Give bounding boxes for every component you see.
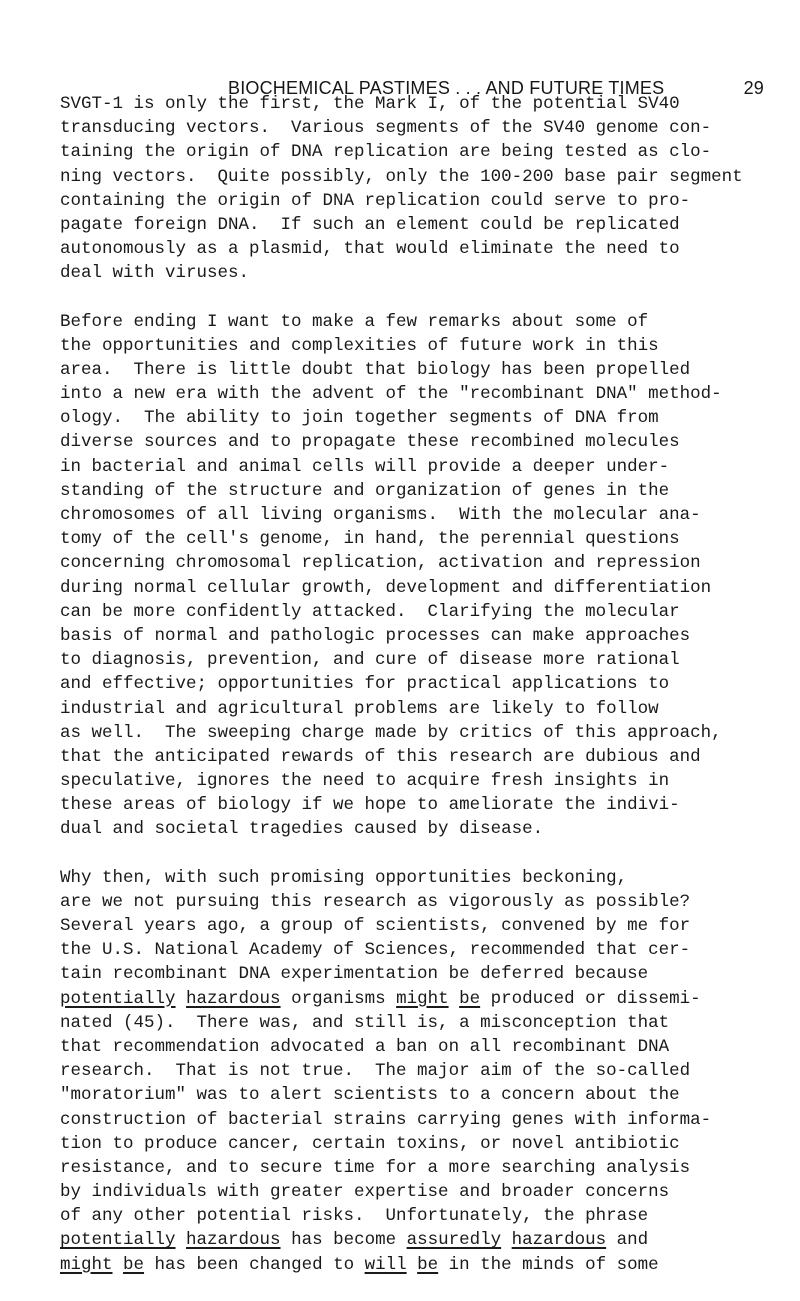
- text-segment: during normal cellular growth, development and differentiation: [60, 577, 712, 598]
- text-segment: has become: [280, 1230, 407, 1251]
- underlined-word: potentially: [60, 988, 176, 1009]
- text-segment: of any other potential risks. Unfortunately, the phrase: [60, 1206, 649, 1227]
- paragraph: [60, 92, 760, 286]
- text-line: [60, 455, 760, 479]
- text-line: [60, 745, 760, 769]
- text-segment: [407, 1255, 418, 1275]
- text-line: [60, 503, 760, 527]
- text-line: [60, 479, 760, 503]
- text-segment: these areas of biology if we hope to ameliorate the indivi-: [60, 795, 680, 816]
- text-line: [60, 406, 760, 430]
- text-segment: nated (45). There was, and still is, a misconception that: [60, 1012, 670, 1033]
- text-segment: into a new era with the advent of the "recombinant DNA" method-: [60, 384, 722, 405]
- text-segment: that the anticipated rewards of this research are dubious and: [60, 746, 701, 767]
- text-line: [60, 1204, 760, 1228]
- text-line: [60, 648, 760, 672]
- text-line: [60, 987, 760, 1011]
- text-segment: the U.S. National Academy of Sciences, recommended that cer-: [60, 940, 691, 961]
- text-line: [60, 1108, 760, 1132]
- text-line: [60, 938, 760, 962]
- text-segment: resistance, and to secure time for a more searching analysis: [60, 1157, 691, 1178]
- text-segment: tomy of the cell's genome, in hand, the perennial questions: [60, 529, 680, 550]
- text-segment: as well. The sweeping charge made by critics of this approach,: [60, 722, 722, 743]
- text-segment: [501, 1230, 512, 1250]
- text-line: [60, 1132, 760, 1156]
- paragraph: [60, 310, 760, 842]
- underlined-word: potentially: [60, 1230, 176, 1251]
- text-line: [60, 1059, 760, 1083]
- text-line: [60, 213, 760, 237]
- text-segment: industrial and agricultural problems are likely to follow: [60, 698, 659, 719]
- text-line: [60, 624, 760, 648]
- text-segment: SVGT-1 is only the first, the Mark I, of the potential SV40: [60, 94, 680, 114]
- text-segment: are we not pursuing this research as vigorously as possible?: [60, 891, 691, 912]
- text-line: [60, 189, 760, 213]
- text-segment: transducing vectors. Various segments of the SV40 genome con-: [60, 118, 712, 139]
- text-segment: and effective; opportunities for practical applications to: [60, 674, 670, 695]
- text-segment: [113, 1255, 124, 1275]
- text-segment: basis of normal and pathologic processes can make approaches: [60, 625, 691, 646]
- text-segment: by individuals with greater expertise and broader concerns: [60, 1182, 670, 1203]
- text-line: [60, 261, 760, 285]
- text-line: [60, 1180, 760, 1204]
- underlined-word: hazardous: [186, 1230, 281, 1251]
- text-line: [60, 116, 760, 140]
- text-line: [60, 1011, 760, 1035]
- text-line: [60, 527, 760, 551]
- text-line: [60, 165, 760, 189]
- text-segment: has been changed to: [144, 1254, 365, 1275]
- underlined-word: will: [364, 1254, 407, 1275]
- text-line: [60, 866, 760, 890]
- text-segment: tain recombinant DNA experimentation be deferred because: [60, 964, 649, 985]
- text-line: [60, 697, 760, 721]
- text-segment: construction of bacterial strains carrying genes with informa-: [60, 1109, 712, 1130]
- text-line: [60, 576, 760, 600]
- text-segment: area. There is little doubt that biology has been propelled: [60, 359, 691, 380]
- text-segment: [176, 1230, 187, 1250]
- text-segment: in the minds of some: [438, 1254, 659, 1275]
- text-line: [60, 430, 760, 454]
- text-line: [60, 551, 760, 575]
- text-line: [60, 1156, 760, 1180]
- underlined-word: might: [60, 1254, 113, 1275]
- text-segment: autonomously as a plasmid, that would eliminate the need to: [60, 239, 680, 260]
- underlined-word: be: [123, 1254, 145, 1275]
- text-line: [60, 600, 760, 624]
- text-segment: concerning chromosomal replication, activation and repression: [60, 553, 701, 574]
- underlined-word: hazardous: [186, 988, 281, 1009]
- paragraph: [60, 866, 760, 1277]
- text-line: [60, 1083, 760, 1107]
- text-line: [60, 382, 760, 406]
- text-line: [60, 962, 760, 986]
- page-number: 29: [743, 78, 764, 98]
- text-segment: standing of the structure and organization of genes in the: [60, 480, 670, 501]
- text-segment: ology. The ability to join together segments of DNA from: [60, 408, 659, 429]
- text-segment: research. That is not true. The major aim of the so-called: [60, 1061, 691, 1082]
- text-segment: organisms: [280, 988, 397, 1009]
- text-line: [60, 237, 760, 261]
- running-title: BIOCHEMICAL PASTIMES . . . AND FUTURE TIMES: [228, 78, 665, 98]
- text-segment: in bacterial and animal cells will provide a deeper under-: [60, 456, 670, 477]
- text-segment: Before ending I want to make a few remarks about some of: [60, 311, 649, 332]
- text-segment: [449, 989, 460, 1009]
- text-segment: diverse sources and to propagate these recombined molecules: [60, 432, 680, 453]
- text-line: [60, 92, 760, 116]
- underlined-word: assuredly: [406, 1230, 502, 1251]
- text-segment: tion to produce cancer, certain toxins, or novel antibiotic: [60, 1133, 680, 1154]
- text-segment: can be more confidently attacked. Clarifying the molecular: [60, 601, 680, 622]
- text-segment: "moratorium" was to alert scientists to a concern about the: [60, 1085, 680, 1106]
- text-line: [60, 672, 760, 696]
- text-segment: produced or dissemi-: [480, 988, 701, 1009]
- text-line: [60, 1228, 760, 1252]
- underlined-word: be: [459, 988, 481, 1009]
- text-line: [60, 334, 760, 358]
- text-line: [60, 793, 760, 817]
- text-segment: dual and societal tragedies caused by disease.: [60, 819, 544, 840]
- text-line: [60, 721, 760, 745]
- text-segment: pagate foreign DNA. If such an element could be replicated: [60, 214, 680, 235]
- text-segment: containing the origin of DNA replication could serve to pro-: [60, 190, 691, 211]
- text-segment: deal with viruses.: [60, 263, 250, 284]
- body-text: [60, 92, 760, 1301]
- text-segment: and: [606, 1230, 649, 1251]
- text-segment: [176, 989, 187, 1009]
- text-segment: Why then, with such promising opportunities beckoning,: [60, 867, 628, 888]
- text-line: [60, 1253, 760, 1277]
- text-segment: Several years ago, a group of scientists, convened by me for: [60, 916, 691, 936]
- text-segment: to diagnosis, prevention, and cure of disease more rational: [60, 650, 680, 671]
- text-line: [60, 140, 760, 164]
- text-line: [60, 310, 760, 334]
- text-line: [60, 890, 760, 914]
- text-segment: ning vectors. Quite possibly, only the 100-200 base pair segment: [60, 166, 743, 187]
- text-segment: speculative, ignores the need to acquire fresh insights in: [60, 771, 670, 792]
- underlined-word: hazardous: [511, 1230, 607, 1251]
- underlined-word: might: [396, 988, 449, 1009]
- text-segment: that recommendation advocated a ban on all recombinant DNA: [60, 1036, 670, 1057]
- text-line: [60, 358, 760, 382]
- underlined-word: be: [417, 1254, 439, 1275]
- text-line: [60, 914, 760, 938]
- text-line: [60, 769, 760, 793]
- text-line: [60, 817, 760, 841]
- text-segment: chromosomes of all living organisms. With the molecular ana-: [60, 505, 701, 525]
- text-line: [60, 1035, 760, 1059]
- text-segment: taining the origin of DNA replication are being tested as clo-: [60, 142, 712, 163]
- text-segment: the opportunities and complexities of future work in this: [60, 335, 659, 356]
